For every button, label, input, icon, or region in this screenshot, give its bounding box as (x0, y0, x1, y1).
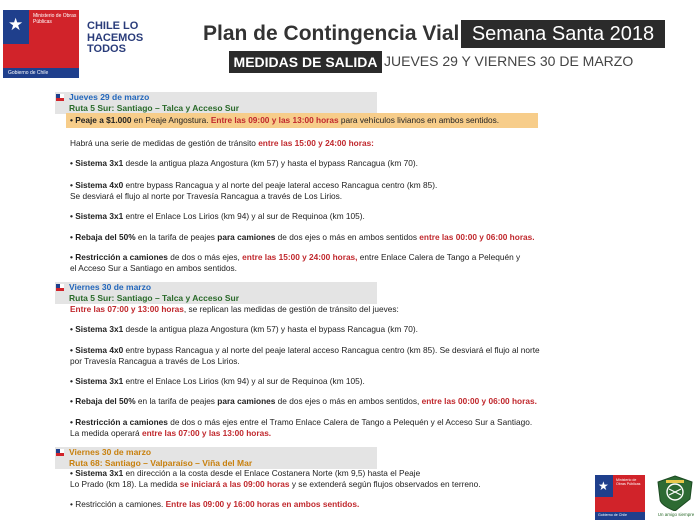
slogan-line: CHILE LO (87, 20, 139, 32)
carabineros-emblem-icon (655, 475, 695, 511)
measure-item: • Sistema 3x1 desde la antigua plaza Angostura (km 57) y hasta el bypass Rancagua (km 70). (70, 324, 418, 334)
logo-ministry-text: Ministerio de Obras Públicas (33, 13, 77, 25)
intro-line: Habrá una serie de medidas de gestión de tránsito entre las 15:00 y 24:00 horas: (70, 138, 374, 148)
measure-item: • Restricción a camiones de dos o más ejes, entre las 15:00 y 24:00 horas, entre Enlace Calera de Tango a Pelequén y el Acceso Sur a Santiago en ambos sentidos. (70, 252, 521, 273)
measure-item: • Sistema 3x1 entre el Enlace Los Lirios (km 94) y al sur de Requinoa (km 105). (70, 211, 365, 221)
measure-item: • Sistema 3x1 entre el Enlace Los Lirios (km 94) y al sur de Requinoa (km 105). (70, 376, 365, 386)
measure-item: • Sistema 3x1 en dirección a la costa desde el Enlace Costanera Norte (km 9,5) hasta el Peaje Lo Prado (km 18). La medida se iniciará a las 09:00 horas y se extenderá según flujos observados en terreno. (70, 468, 481, 489)
intro-line: Entre las 07:00 y 13:00 horas, se replican las medidas de gestión de tránsito del jueves: (70, 304, 399, 314)
footer-ministry-text: Ministerio de Obras Públicas (616, 478, 641, 487)
section-route: Ruta 5 Sur: Santiago – Talca y Acceso Sur (69, 293, 240, 303)
title-highlight: Semana Santa 2018 (461, 20, 665, 48)
carabineros-motto: Un amigo siempre (657, 512, 695, 517)
subtitle-highlight: MEDIDAS DE SALIDA (229, 51, 382, 73)
measure-item: • Restricción a camiones. Entre las 09:00 y 16:00 horas en ambos sentidos. (70, 499, 360, 509)
star-icon: ★ (598, 479, 609, 493)
star-icon: ★ (8, 15, 24, 34)
measure-item: • Restricción a camiones de dos o más ejes entre el Tramo Enlace Calera de Tango a Pelequén y el Acceso Sur a Santiago. La medida operará entre las 07:00 y las 13:00 horas. (70, 417, 533, 438)
footer-gob-text: Gobierno de Chile (598, 513, 627, 517)
footer-logo-flag-red (595, 497, 645, 512)
section-date: Viernes 30 de marzo (69, 447, 152, 457)
subtitle: JUEVES 29 Y VIERNES 30 DE MARZO (384, 53, 634, 69)
peaje-line: • Peaje a $1.000 en Peaje Angostura. Entre las 09:00 y las 13:00 horas para vehículos livianos en ambos sentidos. (70, 115, 500, 125)
section-route: Ruta 5 Sur: Santiago – Talca y Acceso Sur (69, 103, 240, 113)
section-route: Ruta 68: Santiago – Valparaíso – Viña del Mar (69, 458, 253, 468)
measure-item: • Sistema 3x1 desde la antigua plaza Angostura (km 57) y hasta el bypass Rancagua (km 70). (70, 158, 418, 168)
slogan-line: HACEMOS (87, 31, 144, 44)
chile-flag-icon (56, 284, 64, 291)
chile-flag-icon (56, 449, 64, 456)
chile-flag-icon (56, 94, 64, 101)
measure-item: • Sistema 4x0 entre bypass Rancagua y al norte del peaje lateral acceso Rancagua centro (km 85). Se desviará el flujo al norte por Travesía Rancagua a través de Los Lirios. (70, 180, 438, 201)
logo-gob-text: Gobierno de Chile (8, 70, 49, 76)
logo-flag-red (3, 44, 79, 68)
slogan-line: TODOS (87, 43, 126, 55)
page-title: Plan de Contingencia Vial (203, 22, 460, 45)
slogan (87, 21, 157, 56)
section-date: Viernes 30 de marzo (69, 282, 152, 292)
measure-item: • Sistema 4x0 entre bypass Rancagua y al norte del peaje lateral acceso Rancagua centro (km 85). Se desviará el flujo al norte por Travesía Rancagua a través de Los Lirios. (70, 345, 540, 366)
section-date: Jueves 29 de marzo (69, 92, 150, 102)
measure-item: • Rebaja del 50% en la tarifa de peajes para camiones de dos ejes o más en ambos sentidos entre las 00:00 y 06:00 horas. (70, 232, 535, 242)
measure-item: • Rebaja del 50% en la tarifa de peajes para camiones de dos ejes o más en ambos sentidos, entre las 00:00 y 06:00 horas. (70, 396, 537, 406)
